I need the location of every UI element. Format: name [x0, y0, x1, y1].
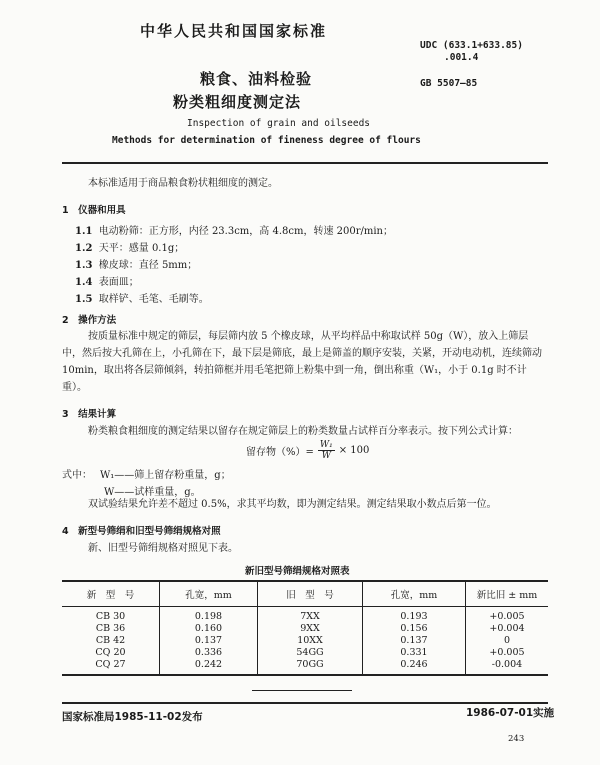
udc-line-1: UDC (633.1+633.85)	[420, 40, 523, 51]
section-3-heading: 3 结果计算	[62, 409, 117, 420]
table-cell: CB 42	[95, 635, 126, 646]
table-cell: 70GG	[258, 659, 363, 675]
where-prefix: 式中：	[62, 470, 92, 481]
list-item	[75, 239, 184, 254]
table-row	[62, 607, 548, 624]
item-text: 表面皿；	[98, 277, 139, 288]
footer-divider	[62, 702, 548, 704]
table-cell: 0.242	[160, 659, 258, 675]
item-text: 取样铲、毛笔、毛刷等。	[98, 294, 209, 305]
table-row	[62, 635, 548, 647]
table-cell: +0.005	[466, 647, 549, 659]
section-2-text: 按质量标准中规定的筛层，每层筛内放 5 个橡皮球，从平均样品中称取试样 50g（W），放入上筛层中，然后按大孔筛在上，小孔筛在下，最下层是筛底，最上是筛盖的顺序安装，关紧，开动电动机，连续筛动 10min，取出将各层筛倾斜，转拍筛框并用毛笔把筛上粉集中到一角，倒出称重（W₁，小于 0.1g 时不计重）。	[62, 331, 542, 393]
table-cell: 0.331	[363, 647, 466, 659]
page-number: 243	[508, 734, 525, 744]
formula-denominator: W	[321, 451, 331, 461]
title-zh-line-2: 粉类粗细度测定法	[173, 93, 302, 111]
where-w1: W₁——筛上留存粉重量，g；	[100, 470, 231, 481]
title-zh-line-1: 粮食、油料检验	[200, 70, 313, 88]
item-text: 天平：感量 0.1g；	[98, 243, 185, 254]
title-en-line-1: Inspection of grain and oilseeds	[187, 118, 371, 129]
table-cell: 0.156	[363, 623, 466, 635]
table-cell: 0.336	[160, 647, 258, 659]
table-cell: CB 30	[95, 611, 126, 622]
where-w: W——试样重量，g。	[104, 487, 201, 498]
section-4-heading: 4 新型号筛绢和旧型号筛绢规格对照	[62, 526, 221, 537]
column-header: 新比旧 ± mm	[466, 581, 549, 607]
item-number: 1.4	[75, 277, 93, 288]
section-3-note: 双试验结果允许差不超过 0.5%，求其平均数，即为测定结果。测定结果取小数点后第一位。	[88, 499, 497, 510]
column-header: 孔宽，mm	[363, 581, 466, 607]
column-header: 孔宽，mm	[160, 581, 258, 607]
table-cell: CB 36	[95, 623, 126, 634]
section-2-heading: 2 操作方法	[62, 315, 117, 326]
table-cell: 7XX	[258, 607, 363, 624]
section-1-heading: 1 仪器和用具	[62, 205, 126, 216]
table-row	[62, 659, 548, 675]
table-cell: 10XX	[258, 635, 363, 647]
table-cell: 0.246	[363, 659, 466, 675]
table-cell: 0.198	[160, 607, 258, 624]
table-row	[62, 647, 548, 659]
table-cell: CQ 27	[62, 659, 160, 675]
gb-number: GB 5507—85	[420, 78, 478, 89]
list-item	[75, 222, 393, 237]
standard-org: 中华人民共和国国家标准	[140, 22, 328, 40]
table-cell: 0.137	[363, 635, 466, 647]
formula-fraction	[318, 440, 335, 461]
table-cell: +0.005	[466, 607, 549, 624]
intro-text: 本标准适用于商品粮食粉状粗细度的测定。	[88, 178, 278, 189]
table-cell: 0.193	[363, 607, 466, 624]
section-4-intro: 新、旧型号筛绢规格对照见下表。	[88, 543, 238, 554]
table-cell: 9XX	[258, 623, 363, 635]
item-number: 1.2	[75, 243, 93, 254]
list-item	[75, 273, 139, 288]
column-header: 新 型 号	[62, 581, 160, 607]
table-cell: 0.160	[160, 623, 258, 635]
item-number: 1.5	[75, 294, 93, 305]
end-mark	[252, 690, 352, 691]
header-divider	[62, 162, 548, 164]
column-header: 旧 型 号	[258, 581, 363, 607]
list-item	[75, 256, 197, 271]
item-text: 电动粉筛：正方形，内径 23.3cm，高 4.8cm，转速 200r/min；	[98, 226, 393, 237]
udc-code	[420, 40, 523, 64]
formula-numerator: W₁	[319, 440, 333, 450]
table-cell: +0.004	[466, 623, 549, 635]
table-cell: CQ 20	[95, 647, 126, 658]
section-3-text: 粉类粮食粗细度的测定结果以留存在规定筛层上的粉类数量占试样百分率表示。按下列公式计算：	[88, 426, 518, 437]
formula-tail: × 100	[338, 445, 370, 456]
table-cell: 54GG	[258, 647, 363, 659]
table-cell: 0.137	[160, 635, 258, 647]
title-en-line-2: Methods for determination of fineness degree of flours	[112, 135, 421, 146]
published-date: 国家标准局1985-11-02发布	[62, 711, 203, 723]
table-header-row	[62, 581, 548, 607]
table-cell: 0	[466, 635, 549, 647]
table-row	[62, 623, 548, 635]
item-number: 1.3	[75, 260, 93, 271]
sieve-spec-table	[62, 580, 548, 676]
item-number: 1.1	[75, 226, 93, 237]
formula-lhs: 留存物（%）=	[246, 447, 314, 458]
table-title: 新旧型号筛绢规格对照表	[245, 566, 350, 577]
item-text: 橡皮球：直径 5mm；	[98, 260, 198, 271]
implemented-date: 1986-07-01实施	[466, 707, 555, 719]
retention-formula	[246, 440, 369, 461]
table-cell: -0.004	[466, 659, 549, 675]
udc-line-2: .001.4	[444, 52, 479, 63]
list-item	[75, 290, 209, 305]
